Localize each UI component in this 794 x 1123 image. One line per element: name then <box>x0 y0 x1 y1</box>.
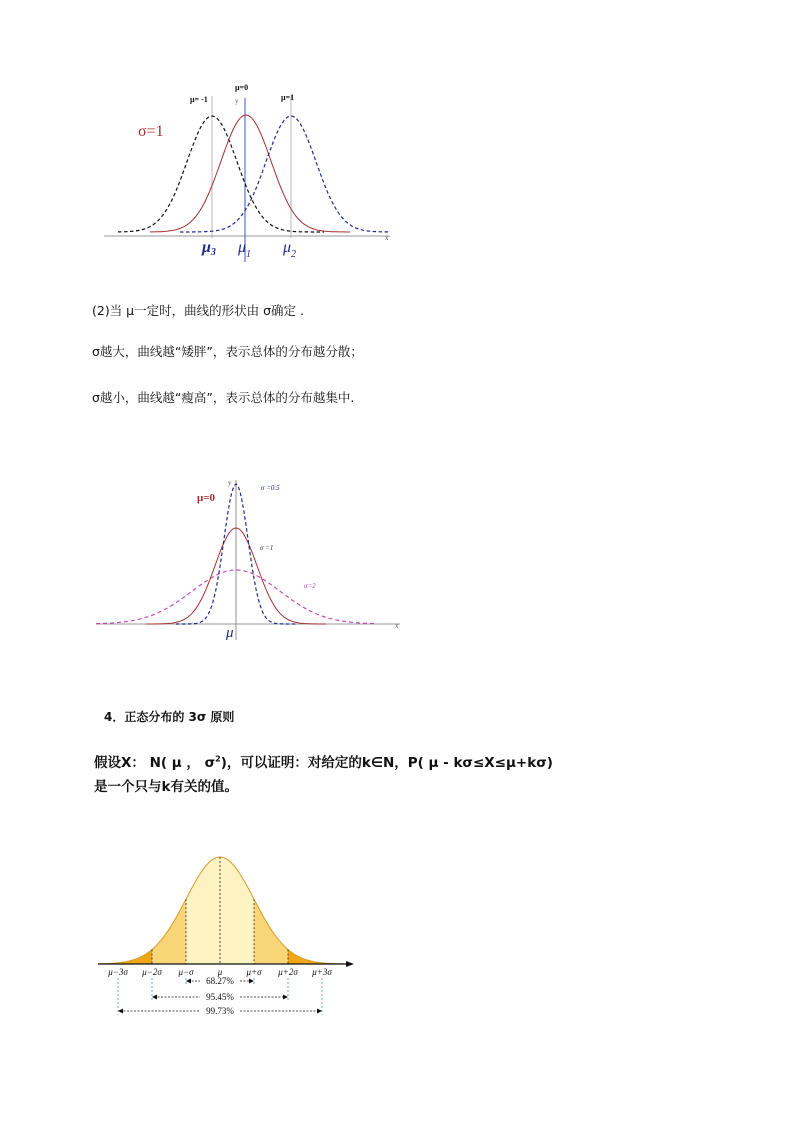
curve-mu1 <box>180 116 390 232</box>
text-line-sigma-small: σ越小，曲线越“瘦高”，表示总体的分布越集中. <box>92 390 355 405</box>
section4-heading: 4．正态分布的 3σ 原则 <box>104 710 235 724</box>
percent-label: 99.73% <box>206 1006 234 1016</box>
arrowhead <box>283 995 288 1000</box>
tick-label: μ−3σ <box>108 967 128 977</box>
arrowhead <box>317 1009 322 1014</box>
percent-label: 68.27% <box>206 976 234 986</box>
text-line-sigma-large: σ越大，曲线越“矮胖”，表示总体的分布越分散； <box>92 344 363 359</box>
text-line-sigma-determines: (2)当 μ一定时，曲线的形状由 σ确定 . <box>92 303 304 318</box>
mu3-label: μ3 <box>202 239 216 258</box>
mu2-label: $\mu_2$ <box>283 239 297 260</box>
tick-label: μ−2σ <box>142 967 162 977</box>
label-mu1: μ=1 <box>281 93 295 102</box>
label-mu0: μ=0 <box>235 83 249 92</box>
sigma2-label: σ=2 <box>304 582 316 590</box>
figure-3sigma-rule <box>96 852 366 1024</box>
x-axis-arrow <box>346 961 354 967</box>
section4-statement-line2: 是一个只与k有关的值。 <box>94 779 238 795</box>
arrowhead <box>186 979 191 984</box>
tick-label: μ−σ <box>178 967 194 977</box>
x-axis-label: x <box>395 622 399 630</box>
figure-sigma-compare <box>92 474 412 644</box>
tick-label: μ+2σ <box>278 967 298 977</box>
arrowhead <box>152 995 157 1000</box>
tick-label: μ+3σ <box>312 967 332 977</box>
mu0-label: μ=0 <box>197 492 216 504</box>
tick-label: μ+σ <box>246 967 262 977</box>
figure-mean-shift <box>90 78 410 268</box>
arrowhead <box>118 1009 123 1014</box>
mu1-label: $\mu_1$ <box>238 239 252 260</box>
arrowhead <box>249 979 254 984</box>
y-axis-label: y <box>235 97 239 105</box>
label-mu-neg1: μ= -1 <box>190 95 208 104</box>
sigma1-label: σ =1 <box>260 544 274 552</box>
sigma05-label: σ =0.5 <box>261 484 280 492</box>
x-axis-label: x <box>385 234 389 242</box>
tick-label: μ <box>217 967 223 977</box>
y-axis-label: y <box>228 479 232 487</box>
sigma-label: σ=1 <box>138 123 164 140</box>
percent-label: 95.45% <box>206 992 234 1002</box>
curve-mu0 <box>150 115 350 232</box>
mu-axis-label: μ <box>226 625 234 641</box>
section4-statement: 假设X： N( μ ， $\sigma^2$)，可以证明：对给定的k∈N，P( μ - kσ≤X≤μ+kσ) <box>94 754 553 771</box>
